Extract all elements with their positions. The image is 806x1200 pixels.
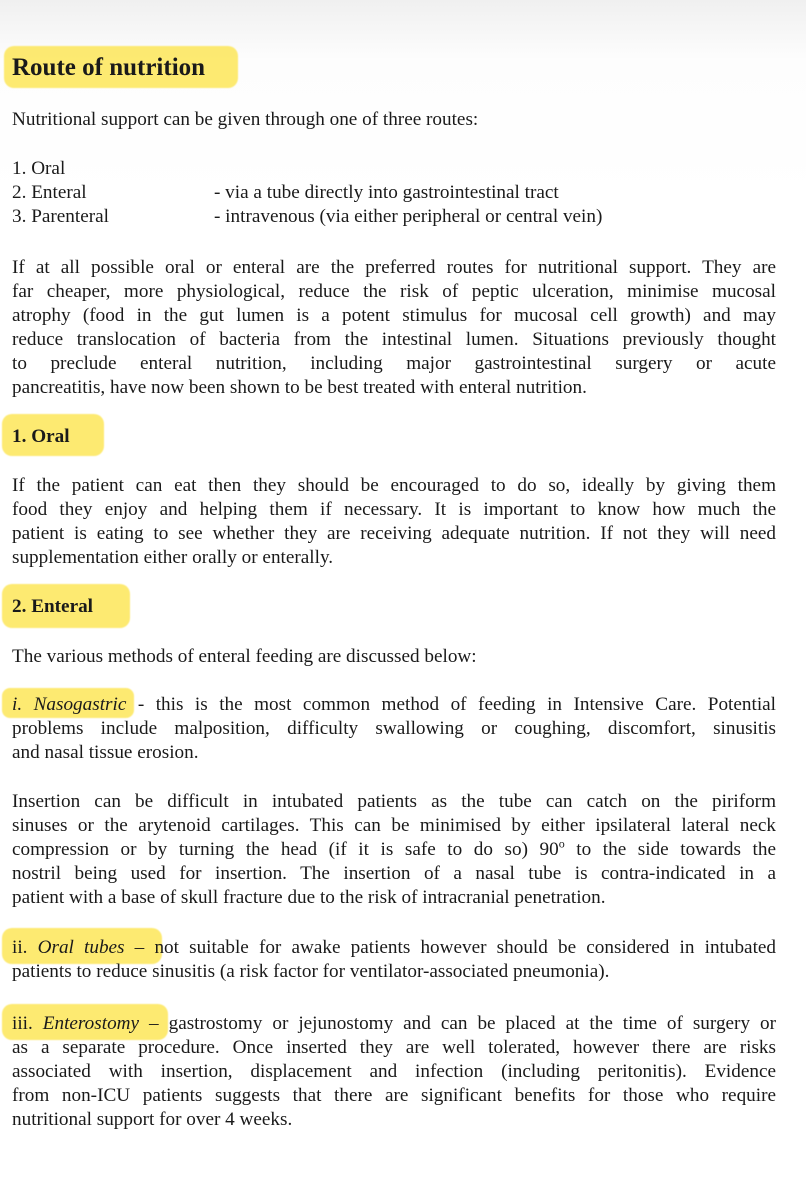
paragraph-line: as a separate procedure. Once inserted they are well tolerated, however there are risks: [12, 1037, 776, 1058]
route-label: 3. Parenteral: [12, 206, 109, 227]
paragraph-line: food they enjoy and helping them if necessary. It is important to know how much the: [12, 499, 776, 520]
insertion-text: compression or by turning the head (if it is safe to do so) 90: [12, 839, 559, 860]
paragraph-line: If at all possible oral or enteral are the preferred routes for nutritional support. They are: [12, 257, 776, 278]
section-heading-oral: 1. Oral: [12, 426, 70, 447]
enterostomy-line: [12, 1012, 776, 1036]
paragraph-line: supplementation either orally or enterally.: [12, 547, 334, 568]
paragraph-line: and nasal tissue erosion.: [12, 742, 199, 763]
section-heading-enteral: 2. Enteral: [12, 596, 94, 617]
paragraph-line: far cheaper, more physiological, reduce the risk of peptic ulceration, minimise mucosal: [12, 281, 776, 302]
oral-tubes-dash: –: [124, 937, 155, 958]
nasogastric-term: i. Nasogastric: [12, 694, 127, 715]
oral-tubes-text: not suitable for awake patients however should be considered in intubated: [154, 937, 777, 958]
paragraph-line: patient is eating to see whether they are receiving adequate nutrition. If not they will need: [12, 523, 776, 544]
paragraph-line: associated with insertion, displacement and infection (including peritonitis). Evidence: [12, 1061, 776, 1082]
paragraph-line: pancreatitis, have now been shown to be best treated with enteral nutrition.: [12, 377, 587, 398]
paragraph-line: patients to reduce sinusitis (a risk factor for ventilator-associated pneumonia).: [12, 961, 610, 982]
enterostomy-number: iii.: [12, 1013, 43, 1034]
paragraph-line: reduce translocation of bacteria from the intestinal lumen. Situations previously thought: [12, 329, 776, 350]
paragraph-line: [12, 838, 776, 862]
paragraph-line: from non-ICU patients suggests that there are significant benefits for those who require: [12, 1085, 776, 1106]
oral-tubes-number: ii.: [12, 937, 38, 958]
route-description: - via a tube directly into gastrointestinal tract: [214, 182, 559, 203]
degree-superscript: o: [558, 836, 565, 851]
oral-tubes-line: [12, 936, 776, 960]
paragraph-line: If the patient can eat then they should be encouraged to do so, ideally by giving them: [12, 475, 776, 496]
paragraph-line: atrophy (food in the gut lumen is a potent stimulus for mucosal cell growth) and may: [12, 305, 776, 326]
enteral-intro: The various methods of enteral feeding are discussed below:: [12, 646, 477, 667]
enterostomy-text: gastrostomy or jejunostomy and can be placed at the time of surgery or: [168, 1013, 776, 1034]
enterostomy-term: Enterostomy: [42, 1013, 140, 1034]
paragraph-line: sinuses or the arytenoid cartilages. This can be minimised by either ipsilateral lateral neck: [12, 815, 776, 836]
intro-text: Nutritional support can be given through one of three routes:: [12, 109, 479, 130]
paragraph-line: nostril being used for insertion. The insertion of a nasal tube is contra-indicated in a: [12, 863, 776, 884]
route-label: 2. Enteral: [12, 182, 87, 203]
nasogastric-text: - this is the most common method of feeding in Intensive Care. Potential: [126, 694, 777, 715]
page-title: Route of nutrition: [12, 54, 206, 81]
paragraph-line: patient with a base of skull fracture due to the risk of intracranial penetration.: [12, 887, 606, 908]
route-label: 1. Oral: [12, 158, 66, 179]
insertion-text: to the side towards the: [564, 839, 776, 860]
route-item: [12, 181, 776, 205]
route-item: [12, 205, 776, 229]
nasogastric-line: [12, 693, 776, 717]
oral-tubes-term: Oral tubes: [37, 937, 125, 958]
route-item: [12, 157, 776, 181]
paragraph-line: Insertion can be difficult in intubated patients as the tube can catch on the piriform: [12, 791, 776, 812]
paragraph-line: to preclude enteral nutrition, including major gastrointestinal surgery or acute: [12, 353, 776, 374]
paragraph-line: nutritional support for over 4 weeks.: [12, 1109, 293, 1130]
enterostomy-dash: –: [139, 1013, 169, 1034]
route-description: - intravenous (via either peripheral or central vein): [214, 206, 603, 227]
paragraph-line: problems include malposition, difficulty swallowing or coughing, discomfort, sinusitis: [12, 718, 776, 739]
